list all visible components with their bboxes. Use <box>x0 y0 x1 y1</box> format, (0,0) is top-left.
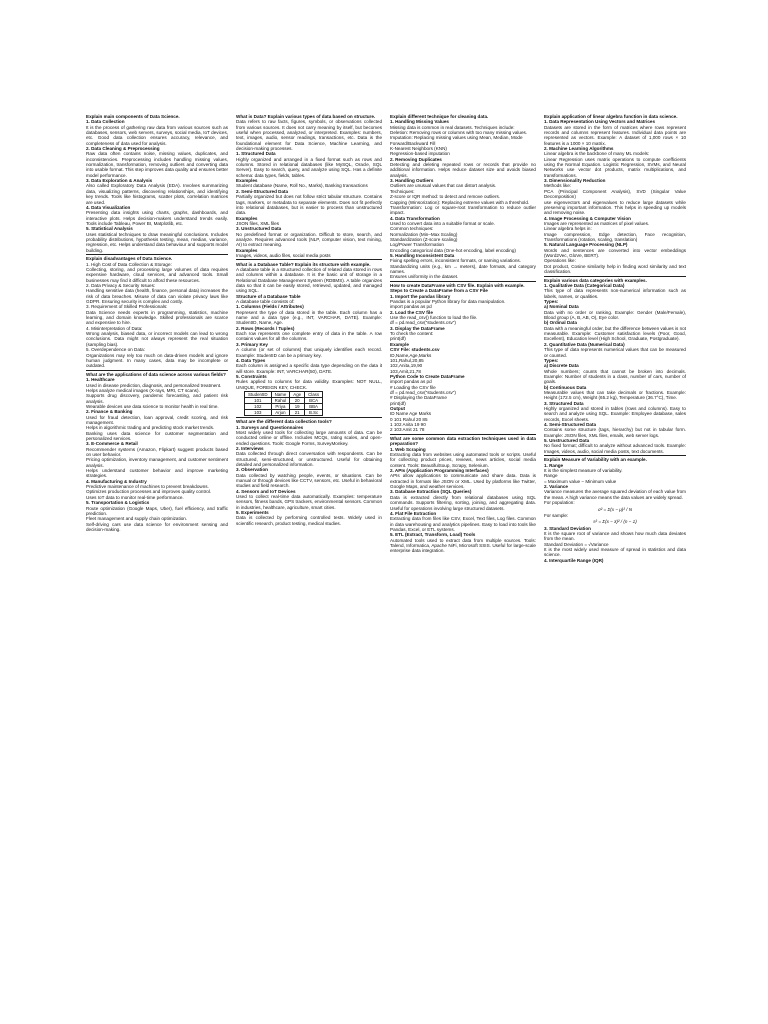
paragraph: import pandas as pd <box>390 304 432 310</box>
paragraph: Organizations may rely too much on data-driven models and ignore human judgment. In many cases, data may be incomplete or outdated. <box>86 352 229 369</box>
section-divider <box>390 434 536 435</box>
paragraph: Wearable devices use data science to monitor health in real time. <box>86 403 219 409</box>
section-heading: 5. Constraints <box>236 373 267 379</box>
paragraph: use eigenvectors and eigenvalues to reduce large datasets while preserving important information. This helps in speeding up models and removing noise. <box>543 199 686 216</box>
question-heading: What is Data? Explain various types of data based on structure. <box>236 114 376 119</box>
paragraph: Raw data often contains noise, missing values, duplicates, and inconsistencies. Preprocessing includes handling missing values, normalization, transformation, removing outliers and converting data into usable format. This step improves data quality and ensures better model performance. <box>86 151 229 178</box>
paragraph: Detecting and deleting repeated rows or records that provide no additional information. Helps reduce dataset size and avoids biased analysis. <box>390 162 536 178</box>
section-heading: 5. Statistical Analysis <box>86 226 133 232</box>
paragraph: Optimizes production processes and improves quality control. <box>86 489 212 495</box>
paragraph: Route optimization (Google Maps, Uber), fuel efficiency, and traffic prediction. <box>86 505 229 516</box>
section-heading: 1. Columns (Fields / Attributes) <box>236 304 304 310</box>
section-heading: Structure of a Database Table <box>236 293 301 299</box>
paragraph: It is the process of gathering raw data from various sources such as databases, sensors, web servers, surveys, social media, IoT devices, etc. Good data collection ensures accuracy, relevance, and completeness of data used for analysis. <box>86 124 229 146</box>
paragraph: Uses IoT data to monitor real-time performance. <box>86 494 184 500</box>
paragraph: Helps understand customer behavior and improve marketing strategies. <box>86 468 229 479</box>
paragraph: Fleet management and supply chain optimization. <box>86 516 188 522</box>
paragraph: Used to convert data into a suitable format or scale. <box>390 220 495 226</box>
paragraph: 2 103 Amit 21 78 <box>390 427 425 433</box>
paragraph: Forward/Backward Fill <box>390 140 436 146</box>
question-heading: Explain disadvantages of Data Science. <box>86 256 173 262</box>
paragraph: This type of data represents non-numerical information such as labels, names, or qualities. <box>543 288 686 299</box>
section-heading: 3. Standard Deviation <box>543 525 591 531</box>
section-heading: Examples <box>236 215 258 221</box>
paragraph: Helps analyze medical images (X-rays, MRI, CT scans). <box>86 387 200 393</box>
table-cell: 103 <box>245 409 272 415</box>
paragraph: Encoding categorical data (One-hot encoding, label encoding) <box>390 247 516 253</box>
section-heading: b) Continuous Data <box>543 384 587 390</box>
section-heading: 2. Semi-Structured Data <box>236 188 289 194</box>
section-heading: 1. Surveys and Questionnaires <box>236 424 304 430</box>
table-header-cell: Age <box>290 391 305 397</box>
table-header-cell: Class <box>305 391 323 397</box>
paragraph: A database table consists of: <box>236 299 295 305</box>
paragraph: This type of data represents numerical values that can be measured or counted. <box>543 347 686 358</box>
section-heading: 1. Data Representation Using Vectors and Matrices <box>543 119 656 125</box>
paragraph: 101,Rahul,20,85 <box>390 357 424 363</box>
table-row <box>245 403 323 409</box>
paragraph: It is the square root of variance and shows how much data deviates from the mean. <box>543 530 686 542</box>
question-heading: What are some common data extraction techniques used in data preparation? <box>390 436 536 447</box>
paragraph: Also called Exploratory Data Analysis (EDA). Involves summarizing data, visualizing patterns, discovering relationships, and identifying key trends. Tools like histograms, scatter plots, correlation matrices are used. <box>86 183 229 205</box>
paragraph: df = pd.read_csv("students.csv") <box>390 389 456 395</box>
section-heading: 3. Display the DataFrame <box>390 325 445 331</box>
section-heading: 1. Qualitative Data (Categorical Data) <box>543 283 625 289</box>
paragraph: Recommender systems (Amazon, Flipkart) suggest products based on user behavior. <box>86 446 229 458</box>
paragraph: Used to collect real-time data automatically. Examples: temperature sensors, fitness bands, GPS trackers, environmental sensors. Common in industries, healthcare, agriculture, smart cities. <box>236 494 382 510</box>
paragraph: Ensures uniformity in the dataset. <box>390 274 459 280</box>
table-row <box>245 409 323 415</box>
paragraph: Highly organized and stored in tables (rows and columns). Easy to search and analyze using SQL. Example: Employee database, sales records, Excel sheets. <box>543 405 686 422</box>
table-cell: Arjun <box>271 409 290 415</box>
paragraph: Pandas is a popular Python library for data manipulation. <box>390 299 506 305</box>
paragraph: Linear algebra is the backbone of many ML models: <box>543 151 650 157</box>
column-1 <box>86 114 228 894</box>
section-heading: b) Ordinal Data <box>543 320 577 326</box>
paragraph: import pandas as pd <box>390 379 432 385</box>
paragraph: Supports drug discovery, pandemic forecasting, and patient risk analysis. <box>86 393 229 404</box>
paragraph: Methods like: <box>543 183 572 189</box>
paragraph: # Loading the CSV file <box>390 384 436 390</box>
paragraph: Images, videos, audio files, social media posts <box>236 252 331 258</box>
formula: s² = Σ(x − x̄)² / (n − 1) <box>593 519 637 525</box>
question-heading: Explain different technique for cleaning data. <box>390 114 489 119</box>
paragraph: Predictive maintenance of machines to prevent breakdowns. <box>86 484 209 490</box>
paragraph: Dot product, Cosine similarity help in finding word similarity and text classification. <box>543 263 686 274</box>
section-heading: 1. Import the pandas library <box>390 293 451 299</box>
paragraph: K-Nearest Neighbors (KNN) <box>390 146 447 152</box>
section-heading: 1. Range <box>543 462 564 468</box>
paragraph: Range <box>543 473 558 479</box>
paragraph: Data Science needs experts in programming, statistics, machine learning, and domain knowledge. Skilled professionals are scarce and expensive to hire. <box>86 309 229 326</box>
section-heading: 3. Dimensionality Reduction <box>543 178 606 184</box>
section-heading: 2. Load the CSV file <box>390 309 433 315</box>
table-cell: Rahul <box>271 397 290 403</box>
paragraph: Normalization (Min–Max Scaling) <box>390 231 458 237</box>
document-page <box>86 114 686 894</box>
table-cell: B.Sc <box>305 409 323 415</box>
table-header-cell: Name <box>271 391 290 397</box>
paragraph: JSON files, XML files <box>236 220 280 226</box>
paragraph: Used in disease prediction, diagnosis, and personalized treatment. <box>86 382 222 388</box>
paragraph: Automated tools used to extract data from multiple sources. Tools: Talend, Informatica, Apache NiFi, Microsoft SSIS. Useful for large-scale enterprise data integration. <box>390 537 536 554</box>
paragraph: Banking uses data science for customer segmentation and personalized services. <box>86 430 229 442</box>
paragraph: 4. Misinterpretation of Data: <box>86 325 143 331</box>
paragraph: 1 102 Anita 19 90 <box>390 421 426 427</box>
paragraph: Data is extracted directly from relational databases using SQL commands. Supports filtering, sorting, joining, and aggregating data. Useful for operations involving large structured datasets. <box>390 494 536 511</box>
paragraph: 5. Overdependence on Data: <box>86 347 145 353</box>
paragraph: Standard Deviation = √Variance <box>543 541 609 547</box>
paragraph: Data refers to raw facts, figures, symbols, or observations collected from various sources. It does not carry meaning by itself, but becomes useful when processed, analyzed, or interpreted. Examples: numbers, text, images, audio, sensor readings, transactions, etc. Data is the foundational element for Data Science, Machine Learning, and decision-making processes. <box>236 119 382 152</box>
table-cell: 19 <box>290 403 305 409</box>
paragraph: Represent the type of data stored in the table. Each column has a name and a data type (e.g., INT, VARCHAR, DATE). Example: StudentID, Name, Age. <box>236 309 382 326</box>
paragraph: ID,Name,Age,Marks <box>390 352 432 358</box>
column-4 <box>544 114 686 894</box>
paragraph: Data is collected by performing controlled tests. Widely used in scientific research, product testing, medical studies. <box>236 515 382 526</box>
paragraph: Common techniques: <box>390 226 434 232</box>
formula: σ² = Σ(x − μ)² / N <box>597 506 633 512</box>
section-heading: 3. Unstructured Data <box>236 226 282 232</box>
section-divider <box>236 259 382 260</box>
paragraph: Highly organized and arranged in a fixed format such as rows and columns. Stored in relational databases (like MySQL, Oracle, SQL Server). Easy to search, query, and analyze using SQL. Has a definite schema: data types, fields, tables. <box>236 156 382 178</box>
paragraph: Images are represented as matrices of pixel values. <box>543 220 650 226</box>
question-heading: Explain various data categories with examples. <box>543 277 647 283</box>
section-heading: 2. Interviews <box>236 446 264 451</box>
section-heading: 2. Data Cleaning & Preprocessing <box>86 146 160 152</box>
section-heading: 4. Semi-Structured Data <box>543 421 597 427</box>
table-header-cell: StudentID <box>245 391 272 397</box>
paragraph: Transformation: Log or square-root transformation to reduce outlier impact. <box>390 204 536 216</box>
paragraph: Standardizing units (e.g., km → meters), date formats, and category names. <box>390 263 536 274</box>
paragraph: A database table is a structured collection of related data stored in rows and columns within a database. It is the basic unit of storage in a Relational Database Management System (RDBMS). A table organizes data so that it can be easily stored, retrieved, updated, and managed using SQL. <box>236 267 382 294</box>
section-heading: 2. Removing Duplicates <box>390 156 442 162</box>
column-2 <box>236 114 382 894</box>
paragraph: Self-driving cars use data science for environment sensing and decision-making. <box>86 521 229 532</box>
question-heading: Explain application of linear algebra function in data science. <box>543 114 678 119</box>
paragraph: Extracting data from websites using automated tools or scripts. Useful for collecting product prices, reviews, news articles, social media content. Tools: BeautifulSoup, Scrapy, Selenium. <box>390 452 536 468</box>
paragraph: To check the content: <box>390 331 434 337</box>
paragraph: Each column is assigned a specific data type depending on the data it will store. Example: INT, VARCHAR(50), DATE. <box>236 363 382 374</box>
paragraph: 0 101 Rahul 20 85 <box>390 416 428 422</box>
section-heading: 5. Natural Language Processing (NLP) <box>543 242 628 248</box>
paragraph: Z-score or IQR method: to detect and remove outliers. <box>390 194 501 200</box>
paragraph: Rules applied to columns for data validity. Examples: NOT NULL, UNIQUE, FOREIGN KEY, CHECK. <box>236 379 382 390</box>
table-cell: 101 <box>245 397 272 403</box>
section-heading: a) Nominal Data <box>543 304 579 310</box>
section-heading: 3. Data Exploration & Analysis <box>86 178 153 184</box>
section-heading: 5. Handling Inconsistent Data <box>390 252 455 258</box>
paragraph: For population: <box>543 500 575 506</box>
paragraph: # Displaying the DataFrame <box>390 395 447 401</box>
paragraph: Words and sentences are converted into vector embeddings (Word2Vec, GloVe, BERT). <box>543 247 686 258</box>
section-heading: 5. ETL (Extract, Transform, Load) Tools <box>390 532 476 538</box>
section-heading: 5. Unstructured Data <box>543 438 590 443</box>
table-row <box>245 397 323 403</box>
paragraph: Operations like: <box>543 258 576 264</box>
paragraph: Most widely used tools for collecting large amounts of data. Can be conducted online or offline. Includes MCQs, rating scales, and open-ended questions. Tools: Google Forms, SurveyMonkey. <box>236 429 382 446</box>
section-divider <box>390 281 536 282</box>
section-heading: Examples <box>236 178 258 184</box>
section-heading: Output <box>390 405 406 411</box>
table-cell: Priya <box>271 403 290 409</box>
section-divider <box>86 254 228 255</box>
section-heading: Types: <box>543 357 559 363</box>
section-heading: 3. Structured Data <box>543 400 584 406</box>
column-3 <box>390 114 536 894</box>
table-header-row <box>245 391 323 397</box>
section-heading: 1. Healthcare <box>86 377 115 383</box>
paragraph: Uses statistical techniques to draw meaningful conclusions. Includes probability distributions, hypothesis testing, mean, median, variance, regression, etc. Helps understand data behaviour and supports model building. <box>86 231 229 253</box>
paragraph: print(df) <box>390 400 406 406</box>
question-heading: How to create DataFrame with CSV file. Explain with example. <box>390 283 525 289</box>
section-heading: 4. Data Types <box>236 357 266 363</box>
paragraph: Contains some structure (tags, hierarchy) but not in tabular form. Example: JSON files, XML files, emails, web server logs. <box>543 427 686 438</box>
section-divider <box>236 417 382 418</box>
paragraph: Student database (Name, Roll No., Marks), Banking transactions <box>236 183 368 189</box>
section-heading: 2. Quantitative Data (Numerical Data) <box>543 341 625 347</box>
paragraph: Handling sensitive data (health, finance, personal data) increases the risk of data breaches. Misuse of data can violate privacy laws like GDPR. Ensuring security is complex and costly. <box>86 288 229 305</box>
paragraph: It is the simplest measure of variability. <box>543 468 623 474</box>
paragraph: For sample: <box>543 512 569 518</box>
paragraph: Helps in algorithmic trading and predicting stock market trends. <box>86 425 215 431</box>
paragraph: Missing data is common in real datasets. Techniques include: <box>390 124 515 130</box>
section-heading: 3. Database Extraction (SQL Queries) <box>390 489 472 495</box>
paragraph: 3. Requirement of Skilled Professionals: <box>86 304 168 310</box>
section-heading: 2. Machine Learning Algorithms <box>543 146 614 152</box>
section-heading: CSV File: students.csv <box>390 347 440 353</box>
paragraph: No predefined format or organization. Difficult to store, search, and analyze. Requires advanced tools (NLP, computer vision, text mining, AI) to extract meaning. <box>236 231 382 248</box>
paragraph: APIs allow applications to communicate and share data. Data is extracted in formats like JSON or XML. Used by platforms like Twitter, Google Maps, and weather services. <box>390 473 536 490</box>
paragraph: Techniques: <box>390 188 415 194</box>
paragraph: Linear algebra helps in: <box>543 226 592 232</box>
paragraph: print(df) <box>390 336 406 342</box>
section-heading: 5. Transportation & Logistics <box>86 500 150 506</box>
section-heading: 4. Data Transformation <box>390 215 440 221</box>
table-cell: 21 <box>290 409 305 415</box>
section-heading: 4. Interquartile Range (IQR) <box>543 557 604 563</box>
section-heading: 3. Handling Outliers <box>390 178 434 184</box>
paragraph: Regression-based imputation <box>390 151 450 157</box>
section-heading: Steps to Create a DataFrame from a CSV File <box>390 288 488 294</box>
paragraph: Partially organized but does not follow strict tabular structure. Contains tags, markers, or metadata to separate elements. Does not fit perfectly into relational databases, but is easier to process than unstructured data. <box>236 194 382 216</box>
paragraph: 2. Data Privacy & Security Issues: <box>86 283 156 289</box>
paragraph: Pricing optimization, inventory management, and customer sentiment analysis. <box>86 457 229 468</box>
section-divider <box>544 276 686 277</box>
paragraph: Extracting data from files like CSV, Excel, Text files, Log files. Common in data warehousing and analytics pipelines. Easy to load into tools like Pandas, Excel, or ETL systems. <box>390 516 536 532</box>
paragraph: Collecting, storing, and processing large volumes of data requires expensive hardware, cloud services, and advanced tools. Small businesses may find it difficult to afford these resources. <box>86 267 229 283</box>
paragraph: Whole numbers; counts that cannot be broken into decimals. Example: Number of students in a class, number of cars, number of goals. <box>543 368 686 385</box>
student-table <box>244 391 323 416</box>
question-heading: What is a Database Table? Explain its structure with example. <box>236 261 371 267</box>
table-cell: 20 <box>290 397 305 403</box>
paragraph: Data with no order or ranking. Example: Gender (Male/Female), Blood group (A, B, AB, O), Eye color. <box>543 309 686 321</box>
paragraph: Variance measures the average squared deviation of each value from the mean. A high variance means the data values are widely spread. <box>543 489 686 500</box>
section-heading: 3. Observation <box>236 467 268 473</box>
section-divider <box>544 455 686 456</box>
paragraph: Deletion: Removing rows or columns with too many missing values. <box>390 130 528 136</box>
paragraph: It is the most widely used measure of spread in statistics and data science. <box>543 546 686 558</box>
paragraph: A column (or set of columns) that uniquely identifies each record. Example: StudentID can be a primary key. <box>236 347 382 358</box>
paragraph: Capping (Winsorization): Replacing extreme values with a threshold. <box>390 199 530 205</box>
paragraph: ID Name Age Marks <box>390 411 432 417</box>
paragraph: Standardization (Z-score scaling) <box>390 236 458 242</box>
question-heading: What are the applications of data science across various fields? <box>86 371 226 377</box>
section-heading: 2. Rows (Records / Tuples) <box>236 325 295 331</box>
paragraph: df = pd.read_csv("students.csv") <box>390 320 456 326</box>
paragraph: Linear Regression uses matrix operations to compute coefficients using the Normal Equation. Logistic Regression, SVMs, and Neural Networks use vector dot products, matrix multiplications, and transformations. <box>543 156 686 178</box>
section-heading: 3. Primary Key <box>236 341 268 347</box>
section-heading: 4. Manufacturing & Industry <box>86 478 147 484</box>
section-heading: 1. Structured Data <box>236 151 276 157</box>
paragraph: Image compression, Edge detection, Face recognition, Transformations (rotation, scaling, translation) <box>543 231 686 242</box>
section-heading: a) Discrete Data <box>543 363 579 369</box>
section-heading: Examples <box>236 247 258 253</box>
paragraph: 102,Anita,19,90 <box>390 363 423 369</box>
paragraph: Wrong analysis, biased data, or incorrect models can lead to wrong conclusions. Data might not always represent the real situation (sampling bias). <box>86 331 229 347</box>
question-heading: Explain main components of Data Science. <box>86 114 180 119</box>
section-heading: 4. Data Visualization <box>86 204 131 210</box>
section-heading: 4. Flat File Extraction <box>390 510 437 516</box>
paragraph: Datasets are stored in the form of matrices where rows represent records and columns represent features. Individual data points are represented as vectors. Example: A dataset of 1,000 rows × 10 features is a 1000 × 10 matrix. <box>543 124 686 146</box>
paragraph: No fixed format; difficult to analyze without advanced tools. Example: Images, videos, audio, social media posts, text documents. <box>543 443 686 454</box>
section-heading: 5. Experiments <box>236 510 269 516</box>
paragraph: Each row represents one complete entry of data in the table. A row contains values for all the columns. <box>236 331 382 342</box>
paragraph: Data collected through direct conversation with respondents. Can be structured, semi-structured, or unstructured. Useful for obtaining detailed and personalized information. <box>236 451 382 468</box>
section-divider <box>86 370 228 371</box>
section-heading: Python Code to Create DataFrame <box>390 373 465 379</box>
paragraph: PCA (Principal Component Analysis), SVD (Singular Value Decomposition) <box>543 188 686 200</box>
paragraph: Use the read_csv() function to load the file. <box>390 315 478 321</box>
question-heading: What are the different data collection tools? <box>236 419 332 425</box>
section-heading: 1. Data Collection <box>86 119 125 125</box>
section-heading: Types: <box>543 299 559 305</box>
section-heading: 4. Sensors and IoT Devices <box>236 488 296 494</box>
table-cell: BBA <box>305 403 323 409</box>
paragraph: Data collected by watching people, events, or situations. Can be manual or through devices like CCTV, sensors, etc. Useful in behavioral studies and field research. <box>236 472 382 489</box>
section-heading: 2. Finance & Banking <box>86 409 133 415</box>
paragraph: Used for fraud detection, loan approval, credit scoring, and risk management. <box>86 414 229 425</box>
paragraph: Log/Power Transformation <box>390 242 444 248</box>
section-heading: Example <box>390 341 409 347</box>
section-heading: 1. Handling Missing Values <box>390 119 449 125</box>
section-heading: 2. APIs (Application Programming Interfaces) <box>390 468 489 474</box>
paragraph: Outliers are unusual values that can distort analysis. <box>390 183 497 189</box>
paragraph: Fixing spelling errors, inconsistent formats, or naming variations. <box>390 258 521 264</box>
paragraph: Measurable values that can take decimals or fractions. Example: Height (172.5 cm), Weight (65.2 kg), Temperature (36.7°C), Time. <box>543 389 686 401</box>
section-heading: 1. Web Scraping <box>390 446 426 452</box>
section-heading: 4. Image Processing & Computer Vision <box>543 215 631 221</box>
table-cell: 102 <box>245 403 272 409</box>
section-heading: 2. Variance <box>543 484 568 490</box>
paragraph: Imputation: Replacing missing values using Mean, Median, Mode <box>390 135 523 141</box>
question-heading: Explain Measure of Variability with an example. <box>543 457 647 463</box>
paragraph: 103,Amit,21,78 <box>390 368 421 374</box>
table-cell: BCA <box>305 397 323 403</box>
paragraph: 1. High Cost of Data Collection & Storage: <box>86 261 172 267</box>
paragraph: Presenting data insights using charts, graphs, dashboards, and interactive plots. Helps decision-makers understand trends easily. Tools include Tableau, Power BI, Matplotlib, etc. <box>86 210 229 226</box>
paragraph: = Maximum value − Minimum value <box>543 478 617 484</box>
paragraph: Data with a meaningful order, but the difference between values is not measurable. Example: Customer satisfaction levels (Poor, Good, Excellent), Education level (High School, Graduate, Postgraduate). <box>543 325 686 342</box>
section-heading: 3. E-Commerce & Retail <box>86 441 138 447</box>
